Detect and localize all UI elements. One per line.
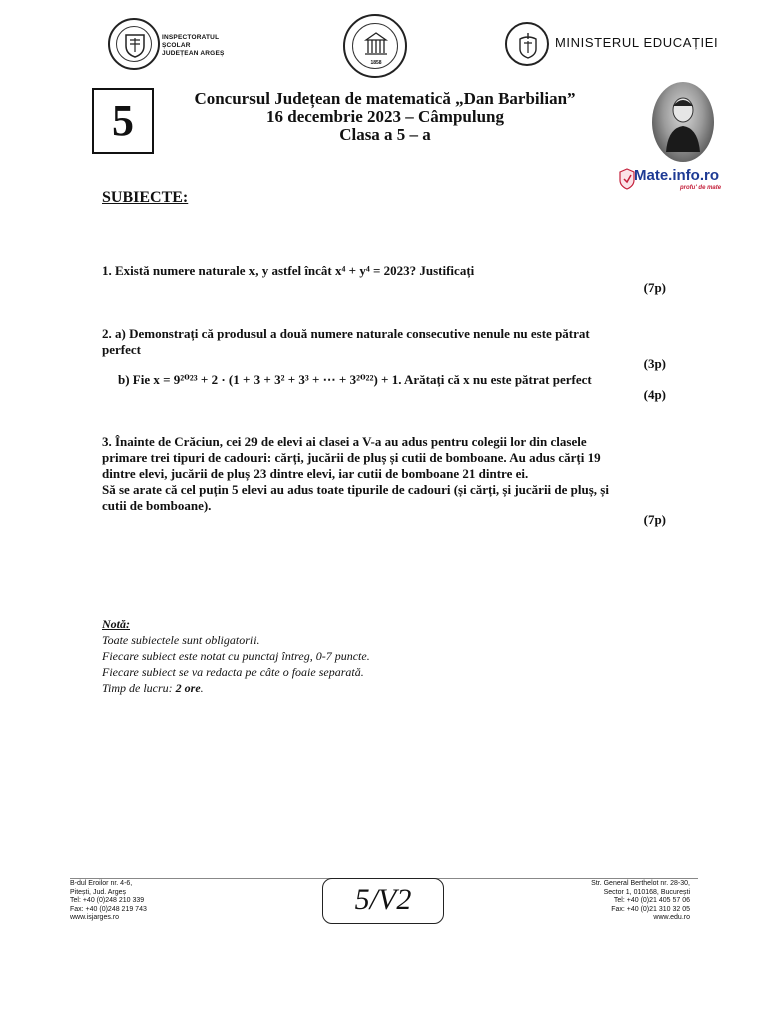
mate-info-tagline: profu' de mate	[680, 185, 722, 191]
problem-2a-points: (3p)	[643, 356, 666, 371]
grade-box: 5	[92, 88, 154, 154]
portrait-photo	[652, 82, 714, 162]
building-icon	[363, 30, 389, 56]
problem-2b-text: b) Fie x = 9²⁰²³ + 2 · (1 + 3 + 3² + 3³ + ⋯ + 3²⁰²²) + 1. Arătați că x nu este pătrat perfect	[118, 372, 592, 387]
footer-left-line: B-dul Eroilor nr. 4-6,	[70, 880, 133, 887]
isj-label-line1: INSPECTORATUL ȘCOLAR	[162, 34, 220, 49]
center-seal-year: 1858	[370, 60, 382, 66]
note-line1: Toate subiectele sunt obligatorii.	[102, 633, 260, 647]
mate-info-site: Mate.info.ro	[634, 167, 719, 184]
problem-3-line1: 3. Înainte de Crăciun, cei 29 de elevi ai clasei a V-a au adus pentru colegii lor din clasele	[102, 434, 587, 449]
contest-title	[170, 90, 600, 144]
problem-3-line3: dintre elevi, jucării de pluș 23 dintre elevi, iar cutii de bomboane 21 dintre ei.	[102, 466, 529, 481]
contest-title-line3: Clasa a 5 – a	[339, 125, 431, 144]
problem-1-text: 1. Există numere naturale x, y astfel încât x⁴ + y⁴ = 2023? Justificați	[102, 263, 475, 278]
note-line4-suffix: .	[200, 681, 204, 695]
note-line3: Fiecare subiect se va redacta pe câte o foaie separată.	[102, 665, 364, 679]
contest-title-line2: 16 decembrie 2023 – Câmpulung	[266, 107, 504, 126]
contest-title-line1: Concursul Județean de matematică „Dan Barbilian”	[194, 89, 576, 108]
footer-right-line: Sector 1, 010168, București	[603, 888, 690, 896]
center-seal	[343, 14, 407, 78]
isj-label	[162, 34, 242, 58]
problem-3-line4: Să se arate că cel puțin 5 elevi au adus toate tipurile de cadouri (și cărți, și jucării de pluș, și	[102, 482, 609, 497]
problem-3-line2: primare trei tipuri de cadouri: cărți, jucării de pluș și cutii de bomboane. Au adus cărți 19	[102, 450, 601, 465]
version-stamp: 5/V2	[322, 878, 444, 924]
footer-left-line: www.isjarges.ro	[70, 914, 120, 921]
isj-label-line2: JUDEȚEAN ARGEȘ	[162, 50, 225, 57]
footer-right-line: Fax: +40 (0)21 310 32 05	[611, 905, 690, 913]
isj-arges-seal	[108, 18, 160, 70]
problem-3-line5: cutii de bomboane).	[102, 498, 212, 513]
footer-left-line: Pitești, Jud. Argeș	[70, 888, 127, 896]
problem-2a-line2: perfect	[102, 342, 141, 357]
footer-right-line: Str. General Berthelot nr. 28-30,	[591, 880, 690, 887]
eagle-icon	[516, 31, 540, 59]
note-line4-bold: 2 ore	[175, 681, 201, 695]
problem-3-text	[102, 434, 692, 514]
crest-icon	[124, 32, 146, 58]
ministry-label: MINISTERUL EDUCAȚIEI	[555, 35, 719, 50]
romania-coat-of-arms	[505, 22, 549, 66]
footer-left-line: Fax: +40 (0)248 219 743	[70, 905, 147, 913]
footer-right-line: Tel: +40 (0)21 405 57 06	[613, 897, 690, 904]
problem-3-points: (7p)	[643, 512, 666, 527]
note-line4	[102, 680, 522, 696]
note-block	[102, 616, 522, 696]
footer-left-line: Tel: +40 (0)248 210 339	[70, 897, 145, 904]
problem-2b-points: (4p)	[643, 387, 666, 402]
subiecte-heading: SUBIECTE:	[102, 189, 189, 206]
problem-2a-line1: 2. a) Demonstrați că produsul a două numere naturale consecutive nenule nu este pătrat	[102, 326, 590, 341]
footer-left-address	[70, 880, 220, 923]
mate-info-watermark	[618, 166, 748, 198]
note-line2: Fiecare subiect este notat cu punctaj întreg, 0-7 puncte.	[102, 649, 370, 663]
note-heading: Notă:	[102, 617, 130, 631]
note-line4-prefix: Timp de lucru:	[102, 681, 176, 695]
problem-1-points: (7p)	[643, 280, 666, 295]
footer-right-address	[540, 880, 690, 923]
portrait-figure-icon	[662, 92, 704, 152]
footer-right-line: www.edu.ro	[653, 914, 690, 921]
